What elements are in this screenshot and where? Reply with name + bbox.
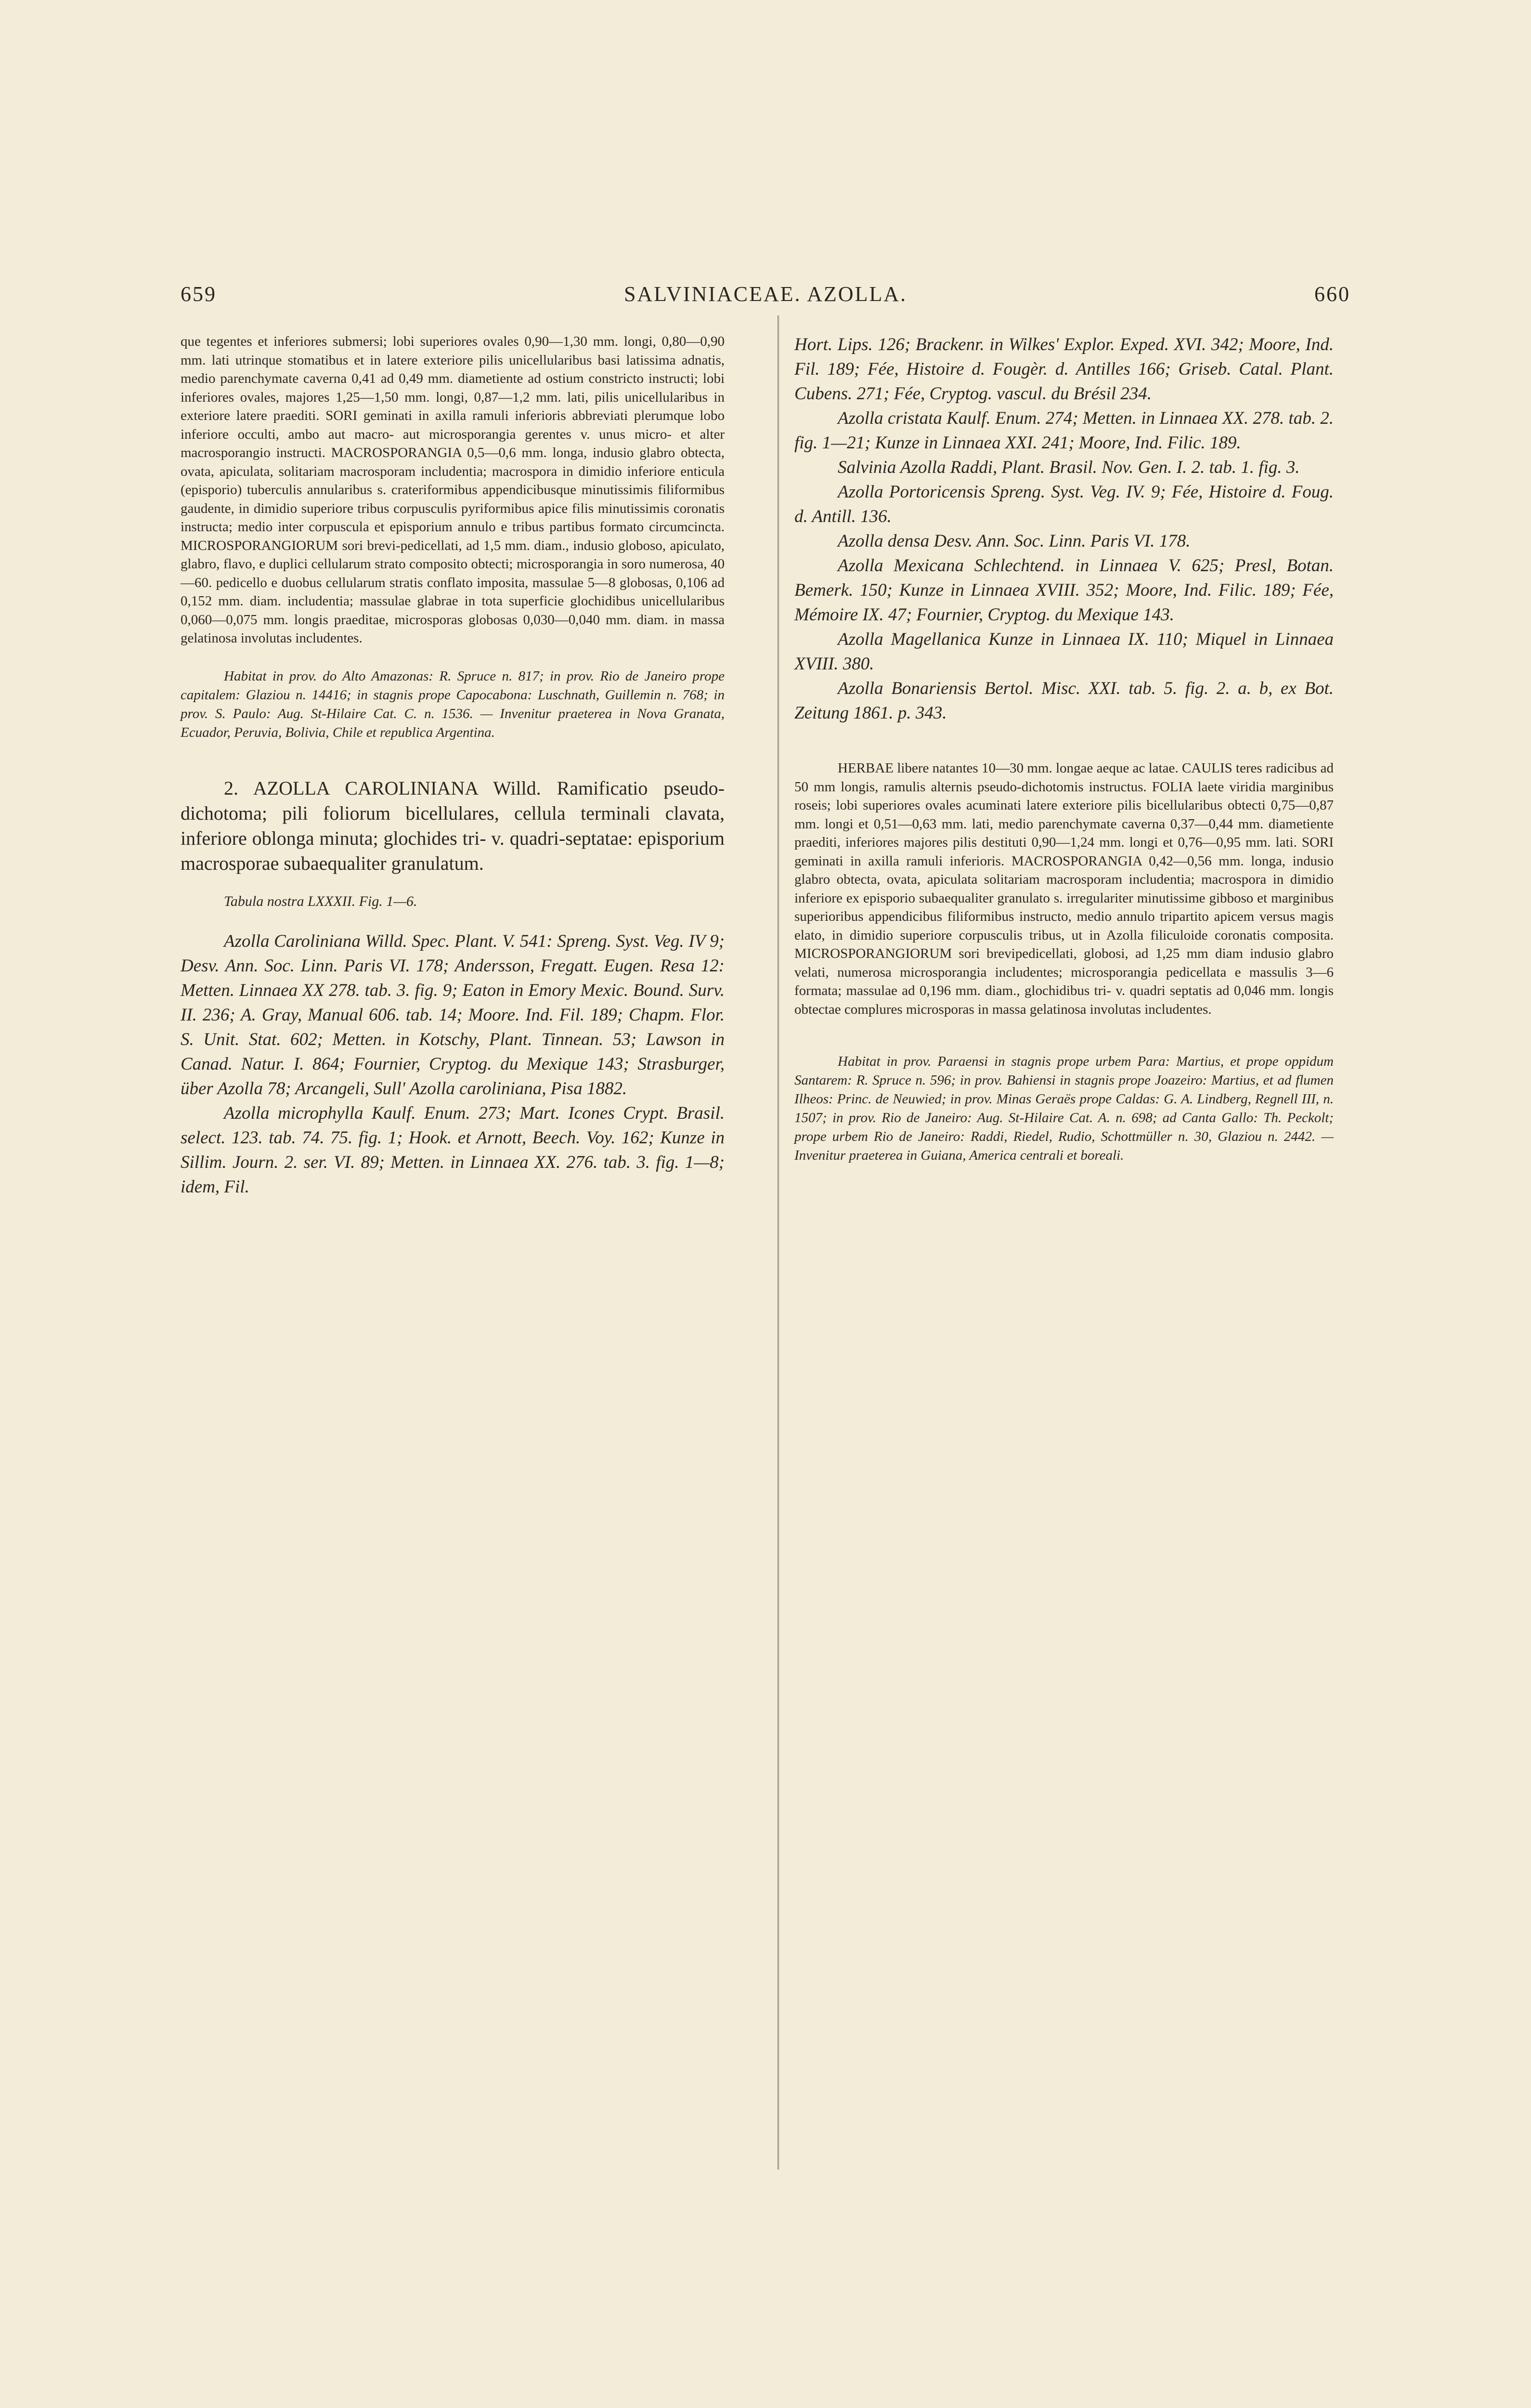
citation-paragraph: Azolla cristata Kaulf. Enum. 274; Metten. in Linnaea XX. 278. tab. 2. fig. 1—21; Kunze in Linnaea XXI. 241; Moore, Ind. Filic. 189.	[794, 408, 1334, 453]
citation-paragraph: Hort. Lips. 126; Brackenr. in Wilkes' Explor. Exped. XVI. 342; Moore, Ind. Fil. 189; Fée, Histoire d. Fougèr. d. Antilles 166; Griseb. Catal. Plant. Cubens. 271; Fée, Cryptog. vascul. du Brésil 234.	[794, 335, 1334, 404]
citation-paragraph: Azolla Mexicana Schlechtend. in Linnaea V. 625; Presl, Botan. Bemerk. 150; Kunze in Linnaea XVIII. 352; Moore, Ind. Filic. 189; Fée, Mémoire IX. 47; Fournier, Cryptog. du Mexique 143.	[794, 556, 1334, 625]
citation-paragraph: Azolla Magellanica Kunze in Linnaea IX. 110; Miquel in Linnaea XVIII. 380.	[794, 629, 1334, 674]
habitat-paragraph: Habitat in prov. do Alto Amazonas: R. Spruce n. 817; in prov. Rio de Janeiro prope capitalem: Glaziou n. 14416; in stagnis prope Capocabona: Luschnath, Guillemin n. 768; in prov. S. Paulo: Aug. St-Hilaire Cat. C. n. 1536. — Invenitur praeterea in Nova Granata, Ecuador, Peruvia, Bolivia, Chile et republica Argentina.	[181, 668, 725, 740]
left-column	[181, 332, 725, 1199]
citation-paragraph: Azolla microphylla Kaulf. Enum. 273; Mart. Icones Crypt. Brasil. select. 123. tab. 74. 75. fig. 1; Hook. et Arnott, Beech. Voy. 162; Kunze in Sillim. Journ. 2. ser. VI. 89; Metten. in Linnaea XX. 276. tab. 3. fig. 1—8; idem, Fil.	[181, 1103, 725, 1197]
citation-paragraph: Azolla Bonariensis Bertol. Misc. XXI. tab. 5. fig. 2. a. b, ex Bot. Zeitung 1861. p. 343.	[794, 679, 1334, 723]
plate-reference: Tabula nostra LXXXII. Fig. 1—6.	[224, 893, 417, 909]
right-column	[794, 332, 1334, 1165]
citation-paragraph: Azolla Caroliniana Willd. Spec. Plant. V. 541: Spreng. Syst. Veg. IV 9; Desv. Ann. Soc. Linn. Paris VI. 178; Andersson, Fregatt. Eugen. Resa 12: Metten. Linnaea XX 278. tab. 3. fig. 9; Eaton in Emory Mexic. Bound. Surv. II. 236; A. Gray, Manual 606. tab. 14; Moore. Ind. Fil. 189; Chapm. Flor. S. Unit. Stat. 602; Metten. in Kotschy, Plant. Tinnean. 53; Lawson in Canad. Natur. I. 864; Fournier, Cryptog. du Mexique 143; Strasburger, über Azolla 78; Arcangeli, Sull' Azolla caroliniana, Pisa 1882.	[181, 931, 725, 1099]
species-heading: 2. AZOLLA CAROLINIANA Willd. Ramificatio pseudo-dichotoma; pili foliorum bicellulares, cellula terminali clavata, inferiore oblonga minuta; glochides tri- v. quadri-septatae: episporium macrosporae subaequaliter granulatum.	[181, 777, 725, 874]
page-number-left: 659	[181, 282, 217, 306]
running-title: SALVINIACEAE. AZOLLA.	[623, 282, 908, 306]
running-head	[181, 282, 1350, 320]
description-paragraph: HERBAE libere natantes 10—30 mm. longae aeque ac latae. CAULIS teres radicibus ad 50 mm longis, ramulis alternis pseudo-dichotomis instructus. FOLIA laete viridia marginibus roseis; lobi superiores ovales acuminati latere exteriore pilis bicellularibus obtecti 0,75—0,87 mm. longi et 0,51—0,63 mm. lati, medio parenchymate caverna 0,37—0,44 mm. diametiente praediti, inferiores majores pilis destituti 0,90—1,24 mm. longi et 0,76—0,95 mm. lati. SORI geminati in axilla ramuli inferioris. MACROSPORANGIA 0,42—0,56 mm. longa, indusio glabro obtecta, ovata, apiculata solitariam macrosporam includentia; macrospora in dimidio inferiore ex episporio subaequaliter granulato s. irregulariter minutissime gibboso et marginibus superioribus appendicibus filiformibus instructo, medio annulo tripartito apicem versus magis elato, in dimidio superiore corpusculis tribus, ut in Azolla filiculoide coronatis composita. MICROSPORANGIORUM sori brevipedicellati, globosi, ad 1,25 mm diam indusio glabro velati, numerosa microsporangia includentes; microsporangia pedicellata e massulis 3—6 formata; massulae ad 0,196 mm. diam., glochidibus tri- v. quadri septatis ad 0,046 mm. longis obtectae complures microsporas in massa gelatinosa involutas includentes.	[794, 760, 1334, 1017]
page-number-right: 660	[1314, 282, 1350, 306]
description-paragraph: que tegentes et inferiores submersi; lobi superiores ovales 0,90—1,30 mm. longi, 0,80—0,90 mm. lati utrinque stomatibus et in latere exteriore pilis unicellularibus basi latissima adnatis, medio parenchymate caverna 0,41 ad 0,49 mm. diametiente ad ostium constricto instructi; lobi inferiores ovales, majores 1,25—1,50 mm. longi, 0,87—1,2 mm. lati, pilis unicellularibus in exteriore latere praediti. SORI geminati in axilla ramuli inferioris abbreviati plerumque lobo inferiore occulti, ambo aut macro- aut microsporangia gerentes v. unus micro- et alter macrosporangio instructi. MACROSPORANGIA 0,5—0,6 mm. longa, indusio glabro obtecta, ovata, apiculata, solitariam macrosporam includentia; macrospora in dimidio inferiore enticula (episporio) tuberculis annularibus s. crateriformibus appendicibusque minutissimis filiformibus gaudente, in dimidio superiore tribus corpusculis pyriformibus apice filis minutissimis coronatis instructa; medio inter corpuscula et episporium annulo e tribus partibus formato circumcincta. MICROSPORANGIORUM sori brevi-pedicellati, ad 1,5 mm. diam., indusio globoso, apiculato, glabro, flavo, e duplici cellularum strato composito obtecti; microsporangia in soro numerosa, 40—60. pedicello e duobus cellularum stratis conflato imposita, massulae 5—8 globosas, 0,106 ad 0,152 mm. diam. includentia; massulae glabrae in tota superficie glochidibus unicellularibus 0,060—0,075 mm. longis praeditae, microsporas globosas 0,030—0,040 mm. diam. in massa gelatinosa involutas includentes.	[181, 334, 725, 646]
citation-paragraph: Azolla Portoricensis Spreng. Syst. Veg. IV. 9; Fée, Histoire d. Foug. d. Antill. 136.	[794, 482, 1334, 526]
citation-paragraph: Salvinia Azolla Raddi, Plant. Brasil. Nov. Gen. I. 2. tab. 1. fig. 3.	[838, 458, 1300, 477]
citation-paragraph: Azolla densa Desv. Ann. Soc. Linn. Paris VI. 178.	[838, 531, 1191, 551]
column-divider	[778, 315, 779, 2170]
habitat-paragraph: Habitat in prov. Paraensi in stagnis prope urbem Para: Martius, et prope oppidum Santarem: R. Spruce n. 596; in prov. Bahiensi in stagnis prope Joazeiro: Martius, et ad flumen Ilheos: Princ. de Neuwied; in prov. Minas Geraës prope Caldas: G. A. Lindberg, Regnell III, n. 1507; in prov. Rio de Janeiro: Aug. St-Hilaire Cat. A. n. 698; ad Canta Gallo: Th. Peckolt; prope urbem Rio de Janeiro: Raddi, Riedel, Rudio, Schottmüller n. 30, Glaziou n. 2442. — Invenitur praeterea in Guiana, America centrali et boreali.	[794, 1054, 1334, 1163]
